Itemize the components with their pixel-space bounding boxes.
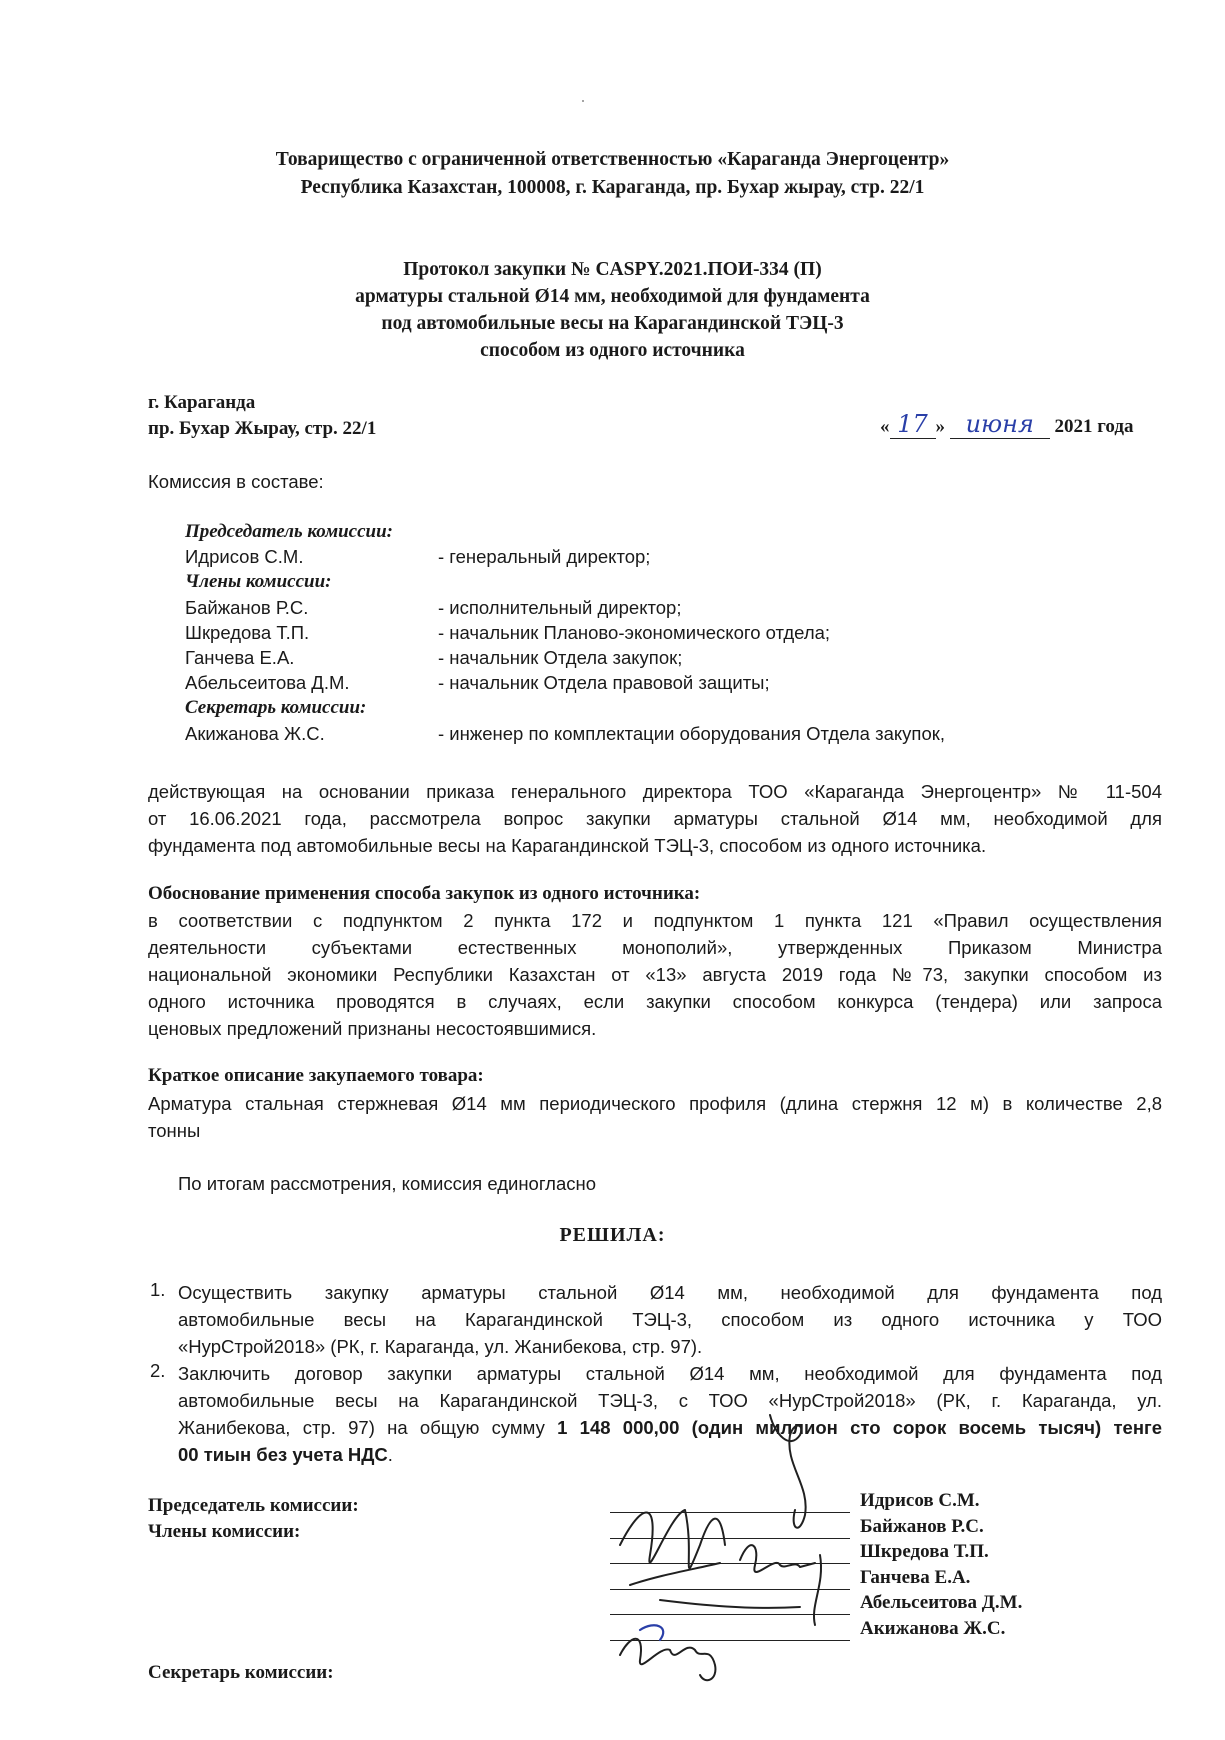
protocol-date — [880, 410, 1133, 439]
date-day-field — [890, 410, 936, 439]
protocol-subject-line-2: под автомобильные весы на Карагандинской ТЭЦ-3 — [381, 313, 844, 334]
paragraph-line: автомобильные весы на Карагандинской ТЭЦ-3, способом из одного источника у ТОО — [178, 1309, 1162, 1330]
member-role: - начальник Отдела правовой защиты; — [438, 672, 770, 693]
paragraph-line: в соответствии с подпунктом 2 пункта 172 и подпунктом 1 пункта 121 «Правил осуществления — [148, 910, 1162, 931]
contract-end: . — [387, 1444, 393, 1465]
goods-text — [148, 1090, 1162, 1144]
date-month: июня — [965, 410, 1034, 438]
signer-name: Ганчева Е.А. — [860, 1567, 971, 1588]
handwritten-signatures — [600, 1395, 860, 1695]
member-role: - исполнительный директор; — [438, 597, 682, 618]
signer-name: Абельсеитова Д.М. — [860, 1592, 1023, 1613]
date-open-quote: « — [880, 416, 890, 437]
protocol-title: Протокол закупки № CASPY.2021.ПОИ-334 (П) — [403, 259, 822, 280]
member-name: Шкредова Т.П. — [185, 622, 310, 643]
members-heading: Члены комиссии: — [185, 571, 332, 592]
contract-text: Жанибекова, стр. 97) на общую сумму — [178, 1417, 558, 1438]
date-month-field — [950, 410, 1050, 439]
chair-name: Идрисов С.М. — [185, 546, 304, 567]
justification-text — [148, 907, 1162, 1042]
sign-chair-label: Председатель комиссии: — [148, 1495, 359, 1516]
chair-role: - генеральный директор; — [438, 546, 651, 567]
decision-number: 1. — [150, 1279, 166, 1300]
chair-heading: Председатель комиссии: — [185, 521, 393, 542]
member-name: Байжанов Р.С. — [185, 597, 309, 618]
paragraph-line: автомобильные весы на Карагандинской ТЭЦ-3, с ТОО «НурСтрой2018» (РК, г. Караганда, ул. — [178, 1390, 1162, 1411]
basis-paragraph — [148, 778, 1162, 859]
signer-name: Идрисов С.М. — [860, 1490, 980, 1511]
paragraph-line: ценовых предложений признаны несостоявшимися. — [148, 1018, 597, 1039]
member-name: Абельсеитова Д.М. — [185, 672, 350, 693]
goods-heading: Краткое описание закупаемого товара: — [148, 1065, 484, 1086]
signer-name: Акижанова Ж.С. — [860, 1618, 1006, 1639]
paragraph-line: деятельности субъектами естественных монополий», утвержденных Приказом Министра — [148, 937, 1162, 958]
company-name: Товарищество с ограниченной ответственностью «Караганда Энергоцентр» — [275, 149, 950, 170]
decision-1-text — [178, 1279, 1162, 1360]
secretary-heading: Секретарь комиссии: — [185, 697, 367, 718]
paragraph-line: национальной экономики Республики Казахстан от «13» августа 2019 года №73, закупки способом из — [148, 964, 1162, 985]
decided-heading: РЕШИЛА: — [559, 1224, 666, 1246]
paragraph-line: Осуществить закупку арматуры стальной Ø14 мм, необходимой для фундамента под — [178, 1282, 1162, 1303]
sign-secretary-label: Секретарь комиссии: — [148, 1662, 334, 1683]
scan-speck — [582, 100, 584, 102]
date-year: 2021 года — [1054, 416, 1134, 437]
signer-name: Байжанов Р.С. — [860, 1516, 984, 1537]
date-day: 17 — [897, 410, 928, 438]
place-street: пр. Бухар Жырау, стр. 22/1 — [148, 418, 377, 439]
secretary-name: Акижанова Ж.С. — [185, 723, 325, 744]
paragraph-line: Заключить договор закупки арматуры стальной Ø14 мм, необходимой для фундамента под — [178, 1363, 1162, 1384]
paragraph-line: от 16.06.2021 года, рассмотрела вопрос закупки арматуры стальной Ø14 мм, необходимой для — [148, 808, 1162, 829]
signer-name: Шкредова Т.П. — [860, 1541, 989, 1562]
paragraph-line: фундамента под автомобильные весы на Карагандинской ТЭЦ-3, способом из одного источника. — [148, 835, 987, 856]
paragraph-line: «НурСтрой2018» (РК, г. Караганда, ул. Жанибекова, стр. 97). — [178, 1336, 703, 1357]
paragraph-line: одного источника проводятся в случаях, если закупки способом конкурса (тендера) или запроса — [148, 991, 1162, 1012]
member-role: - начальник Отдела закупок; — [438, 647, 683, 668]
paragraph-line: Арматура стальная стержневая Ø14 мм периодического профиля (длина стержня 12 м) в количестве 2,8 — [148, 1093, 1162, 1114]
protocol-subject-line-1: арматуры стальной Ø14 мм, необходимой для фундамента — [355, 286, 870, 307]
member-name: Ганчева Е.А. — [185, 647, 295, 668]
place-city: г. Караганда — [148, 392, 256, 413]
contract-amount: 1 148 000,00 (один миллион сто сорок восемь тысяч) тенге — [557, 1417, 1162, 1438]
contract-amount-tail: 00 тиын без учета НДС — [178, 1444, 388, 1465]
date-close-quote: » — [935, 416, 945, 437]
justification-heading: Обоснование применения способа закупок из одного источника: — [148, 883, 701, 904]
secretary-role: - инженер по комплектации оборудования Отдела закупок, — [438, 723, 945, 744]
decision-number: 2. — [150, 1360, 166, 1381]
protocol-method: способом из одного источника — [480, 340, 745, 361]
member-role: - начальник Планово-экономического отдела; — [438, 622, 831, 643]
paragraph-line: тонны — [148, 1120, 201, 1141]
result-intro: По итогам рассмотрения, комиссия единогласно — [178, 1173, 597, 1194]
company-address: Республика Казахстан, 100008, г. Караганда, пр. Бухар жырау, стр. 22/1 — [300, 177, 925, 198]
commission-intro: Комиссия в составе: — [148, 471, 324, 492]
paragraph-line: действующая на основании приказа генерального директора ТОО «Караганда Энергоцентр» № 11-504 — [148, 781, 1162, 802]
sign-members-label: Члены комиссии: — [148, 1521, 301, 1542]
